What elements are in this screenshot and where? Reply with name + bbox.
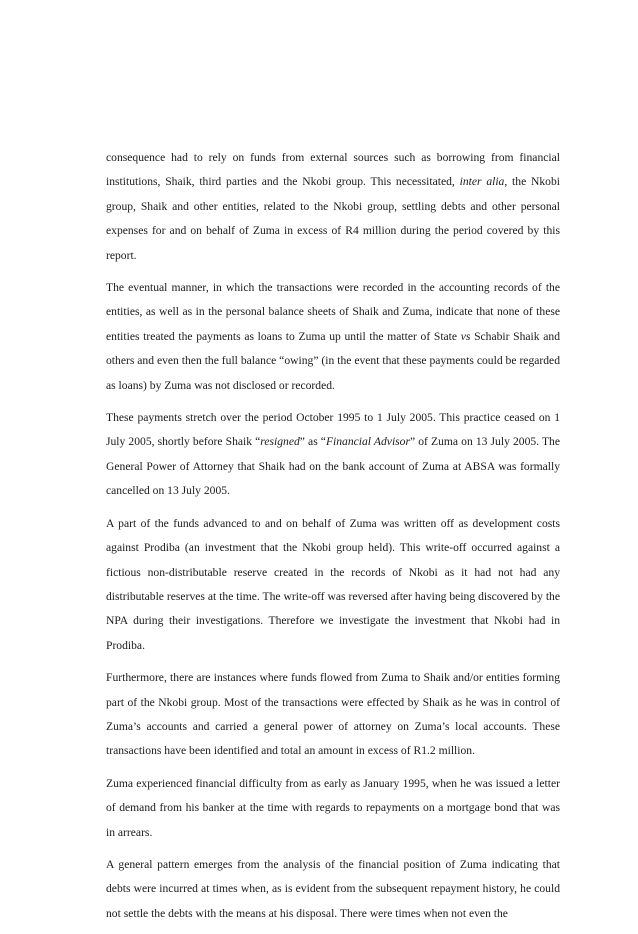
paragraph-2 <box>106 276 560 398</box>
paragraph-3 <box>106 406 560 504</box>
paragraph-text: These payments stretch over the period October 1995 to 1 July 2005. This practice ceased on 1 July 2005, shortly before Shaik “ <box>106 411 560 449</box>
paragraph-text: consequence had to rely on funds from external sources such as borrowing from financial institutions, Shaik, third parties and the Nkobi group. This necessitated, <box>106 151 560 189</box>
emphasis-text: resigned <box>260 435 300 449</box>
paragraph-7 <box>106 853 560 926</box>
paragraph-6 <box>106 772 560 845</box>
paragraph-text: Furthermore, there are instances where funds flowed from Zuma to Shaik and/or entities forming part of the Nkobi group. Most of the transactions were effected by Shaik as he was in control of Zuma’s accounts and carried a general power of attorney on Zuma’s local accounts. These transactions have been identified and total an amount in excess of R1.2 million. <box>106 671 560 758</box>
paragraph-text: ” of Zuma on 13 July 2005. The General Power of Attorney that Shaik had on the bank account of Zuma at ABSA was formally cancelled on 13 July 2005. <box>106 435 560 498</box>
paragraph-text: A general pattern emerges from the analysis of the financial position of Zuma indicating that debts were incurred at times when, as is evident from the subsequent repayment history, he could not settle the debts with the means at his disposal. There were times when not even the <box>106 857 560 920</box>
paragraph-text: ” as “ <box>299 435 326 449</box>
paragraph-text: , the Nkobi group, Shaik and other entities, related to the Nkobi group, settling debts and other personal expenses for and on behalf of Zuma in excess of R4 million during the period covered by this report. <box>106 175 560 262</box>
document-body <box>106 146 560 934</box>
paragraph-text: The eventual manner, in which the transactions were recorded in the accounting records of the entities, as well as in the personal balance sheets of Shaik and Zuma, indicate that none of these entities treated the payments as loans to Zuma up until the matter of State <box>106 281 560 343</box>
emphasis-text: vs <box>460 329 471 343</box>
paragraph-4 <box>106 512 560 658</box>
paragraph-text: Schabir Shaik and others and even then the full balance “owing” (in the event that these payments could be regarded as loans) by Zuma was not disclosed or recorded. <box>106 329 560 392</box>
emphasis-text: Financial Advisor <box>325 435 410 449</box>
emphasis-text: inter alia <box>459 175 505 189</box>
paragraph-1 <box>106 146 560 268</box>
paragraph-5 <box>106 666 560 764</box>
paragraph-text: A part of the funds advanced to and on behalf of Zuma was written off as development costs against Prodiba (an investment that the Nkobi group held). This write-off occurred against a fictious non-distributable reserve created in the records of Nkobi as it had not had any distributable reserves at the time. The write-off was reversed after having being discovered by the NPA during their investigations. Therefore we investigate the investment that Nkobi had in Prodiba. <box>106 516 560 652</box>
paragraph-text: Zuma experienced financial difficulty from as early as January 1995, when he was issued a letter of demand from his banker at the time with regards to repayments on a mortgage bond that was in arrears. <box>106 776 560 839</box>
